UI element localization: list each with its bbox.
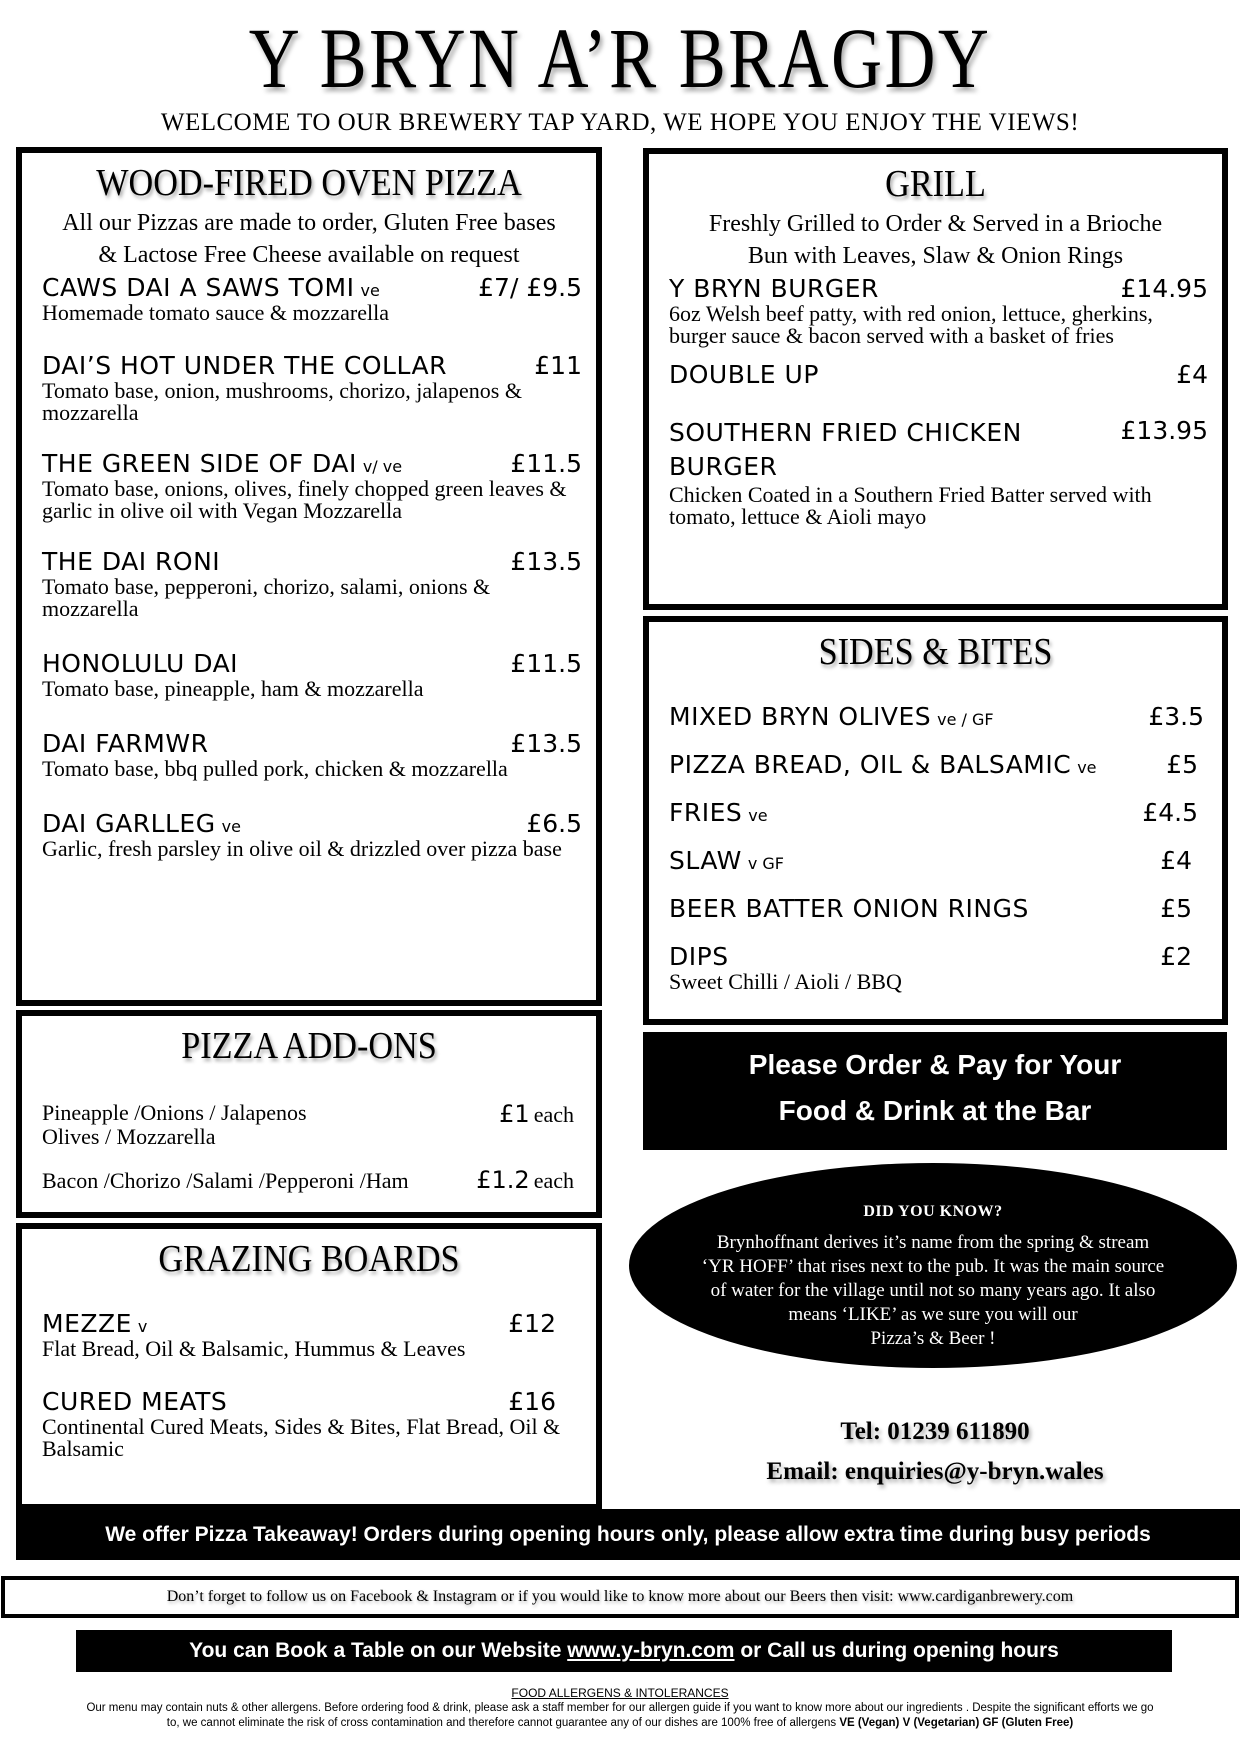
item-description: Flat Bread, Oil & Balsamic, Hummus & Leaves (42, 1336, 466, 1361)
allergens-line2: to, we cannot eliminate the risk of cross contamination and therefore cannot guarantee any of our dishes are 100% free of allergens (166, 1717, 840, 1729)
book-table-banner (76, 1630, 1172, 1672)
item-name: DAI GARLLEG (42, 809, 216, 838)
item-description: Tomato base, bbq pulled pork, chicken & mozzarella (42, 756, 508, 781)
menu-item (42, 547, 582, 620)
item-description: 6oz Welsh beef patty, with red onion, lettuce, gherkins, burger sauce & bacon served with a basket of fries (669, 301, 1153, 348)
item-name: CAWS DAI A SAWS TOMI (42, 273, 355, 302)
item-price: £13.5 (510, 729, 582, 758)
menu-item (669, 894, 1192, 923)
item-name: MIXED BRYN OLIVES (669, 702, 932, 731)
diet-tag: v/ ve (362, 457, 403, 476)
item-name: SLAW (669, 846, 742, 875)
addons-section-title: PIZZA ADD-ONS (181, 1025, 437, 1067)
addon-item (42, 1166, 574, 1194)
item-description: Tomato base, onion, mushrooms, chorizo, jalapenos & mozzarella (42, 378, 522, 425)
menu-item (42, 1309, 556, 1360)
item-name: CURED MEATS (42, 1387, 228, 1416)
item-price: £3.5 (1148, 702, 1204, 731)
allergens-line1: Our menu may contain nuts & other allergens. Before ordering food & drink, please ask a staff member for our allergen guide if you want to know more about our ingredients . Despite the significant efforts we go (86, 1702, 1154, 1714)
menu-item (42, 351, 582, 424)
menu-item (42, 449, 582, 522)
item-name: THE DAI RONI (42, 547, 221, 576)
addon-unit: each (533, 1102, 574, 1127)
order-notice-line2: Food & Drink at the Bar (778, 1095, 1092, 1126)
fact-line: Brynhoffnant derives it’s name from the spring & stream (716, 1232, 1150, 1253)
fact-line: of water for the village until not so many years ago. It also (710, 1280, 1156, 1301)
item-name: MEZZE (42, 1309, 132, 1338)
addon-item (42, 1100, 574, 1148)
menu-item (669, 750, 1198, 779)
item-description: Tomato base, onions, olives, finely chopped green leaves & garlic in olive oil with Vegan Mozzarella (42, 476, 567, 523)
diet-tag: ve (748, 806, 768, 825)
item-price: £5 (1160, 894, 1192, 923)
social-banner-text: Don’t forget to follow us on Facebook & Instagram or if you would like to know more about our Beers then visit: www.cardiganbrewery.com (166, 1588, 1074, 1605)
item-name: DOUBLE UP (669, 360, 819, 389)
phone-number[interactable]: Tel: 01239 611890 (840, 1418, 1030, 1445)
grazing-section-title: GRAZING BOARDS (158, 1238, 460, 1280)
fact-line: Pizza’s & Beer ! (870, 1328, 996, 1349)
item-price: £12 (508, 1309, 556, 1338)
item-name: FRIES (669, 798, 743, 827)
diet-legend: VE (Vegan) V (Vegetarian) GF (Gluten Free) (839, 1717, 1074, 1729)
addon-line2: Olives / Mozzarella (42, 1124, 216, 1149)
menu-item (669, 702, 1204, 731)
addon-line1: Bacon /Chorizo /Salami /Pepperoni /Ham (42, 1168, 409, 1193)
item-price: £4.5 (1142, 798, 1198, 827)
item-price: £13.5 (510, 547, 582, 576)
diet-tag: v GF (747, 854, 784, 873)
menu-item (669, 846, 1192, 875)
grill-intro-line1: Freshly Grilled to Order & Served in a Brioche (708, 211, 1163, 237)
item-price: £16 (508, 1387, 556, 1416)
social-banner (1, 1576, 1239, 1618)
item-description: Sweet Chilli / Aioli / BBQ (669, 969, 902, 994)
allergens-title: FOOD ALLERGENS & INTOLERANCES (511, 1686, 729, 1700)
item-description: Homemade tomato sauce & mozzarella (42, 300, 389, 325)
grill-section (643, 148, 1228, 610)
menu-item (42, 1387, 582, 1460)
item-price: £7/ £9.5 (478, 273, 582, 302)
diet-tag: ve (221, 817, 241, 836)
addon-price: £1 (499, 1100, 530, 1128)
menu-item (42, 729, 582, 780)
website-link[interactable]: www.y-bryn.com (567, 1639, 735, 1662)
item-name: PIZZA BREAD, OIL & BALSAMIC (669, 750, 1072, 779)
item-description: Tomato base, pepperoni, chorizo, salami, onions & mozzarella (42, 574, 491, 621)
diet-tag: ve / GF (937, 710, 994, 729)
item-price: £2 (1160, 942, 1192, 971)
menu-item (669, 274, 1208, 347)
item-price: £13.95 (1120, 416, 1208, 445)
grazing-section (16, 1223, 602, 1510)
item-price: £4 (1176, 360, 1208, 389)
item-description: Tomato base, pineapple, ham & mozzarella (42, 676, 424, 701)
fact-line: means ‘LIKE’ as we sure you will our (788, 1304, 1078, 1325)
item-name: SOUTHERN FRIED CHICKEN BURGER (669, 418, 1022, 481)
order-notice-line1: Please Order & Pay for Your (748, 1049, 1122, 1080)
addon-price: £1.2 (476, 1166, 530, 1194)
menu-item (669, 798, 1198, 827)
diet-tag: ve (1077, 758, 1097, 777)
menu-item (42, 809, 582, 860)
item-name: Y BRYN BURGER (669, 274, 879, 303)
item-description: Garlic, fresh parsley in olive oil & drizzled over pizza base (42, 836, 562, 861)
diet-tag: ve (360, 281, 380, 300)
addon-unit: each (533, 1168, 574, 1193)
pizza-intro-line2: & Lactose Free Cheese available on request (98, 242, 520, 268)
item-description: Chicken Coated in a Southern Fried Batter served with tomato, lettuce & Aioli mayo (669, 482, 1152, 529)
item-description: Continental Cured Meats, Sides & Bites, Flat Bread, Oil & Balsamic (42, 1414, 561, 1461)
grill-section-title: GRILL (885, 163, 986, 205)
takeaway-banner: We offer Pizza Takeaway! Orders during opening hours only, please allow extra time during busy periods (16, 1509, 1240, 1560)
item-price: £11 (534, 351, 582, 380)
did-you-know-title: DID YOU KNOW? (863, 1203, 1003, 1220)
fact-line: ‘YR HOFF’ that rises next to the pub. It was the main source (701, 1256, 1165, 1277)
item-name: DAI FARMWR (42, 729, 209, 758)
item-name: HONOLULU DAI (42, 649, 239, 678)
order-at-bar-notice (643, 1032, 1227, 1150)
allergens-text (20, 1701, 1220, 1731)
addon-line1: Pineapple /Onions / Jalapenos (42, 1100, 307, 1125)
menu-item (669, 360, 1208, 389)
welcome-subtitle: WELCOME TO OUR BREWERY TAP YARD, WE HOPE YOU ENJOY THE VIEWS! (160, 109, 1080, 136)
item-price: £5 (1166, 750, 1198, 779)
diet-tag: v (137, 1317, 148, 1336)
menu-item (669, 416, 1208, 528)
sides-section (643, 616, 1228, 1025)
book-suffix: or Call us during opening hours (734, 1639, 1059, 1662)
item-name: DAI’S HOT UNDER THE COLLAR (42, 351, 447, 380)
email-address[interactable]: Email: enquiries@y-bryn.wales (766, 1458, 1104, 1485)
pizza-section (16, 147, 602, 1006)
item-price: £11.5 (510, 449, 582, 478)
item-name: BEER BATTER ONION RINGS (669, 894, 1029, 923)
menu-item (42, 649, 582, 700)
item-price: £14.95 (1120, 274, 1208, 303)
item-price: £11.5 (510, 649, 582, 678)
item-name: DIPS (669, 942, 729, 971)
menu-item (42, 273, 582, 324)
menu-item (669, 942, 1192, 993)
grill-intro-line2: Bun with Leaves, Slaw & Onion Rings (747, 243, 1124, 269)
item-name: THE GREEN SIDE OF DAI (42, 449, 357, 478)
addons-section (16, 1010, 602, 1218)
restaurant-title: Y BRYN A’R BRAGDY (248, 10, 992, 106)
pizza-intro-line1: All our Pizzas are made to order, Gluten Free bases (62, 210, 556, 236)
sides-section-title: SIDES & BITES (818, 631, 1053, 673)
item-price: £6.5 (526, 809, 582, 838)
pizza-section-title: WOOD-FIRED OVEN PIZZA (96, 162, 522, 204)
book-prefix: You can Book a Table on our Website (189, 1639, 568, 1662)
did-you-know-callout (629, 1163, 1237, 1368)
item-price: £4 (1160, 846, 1192, 875)
